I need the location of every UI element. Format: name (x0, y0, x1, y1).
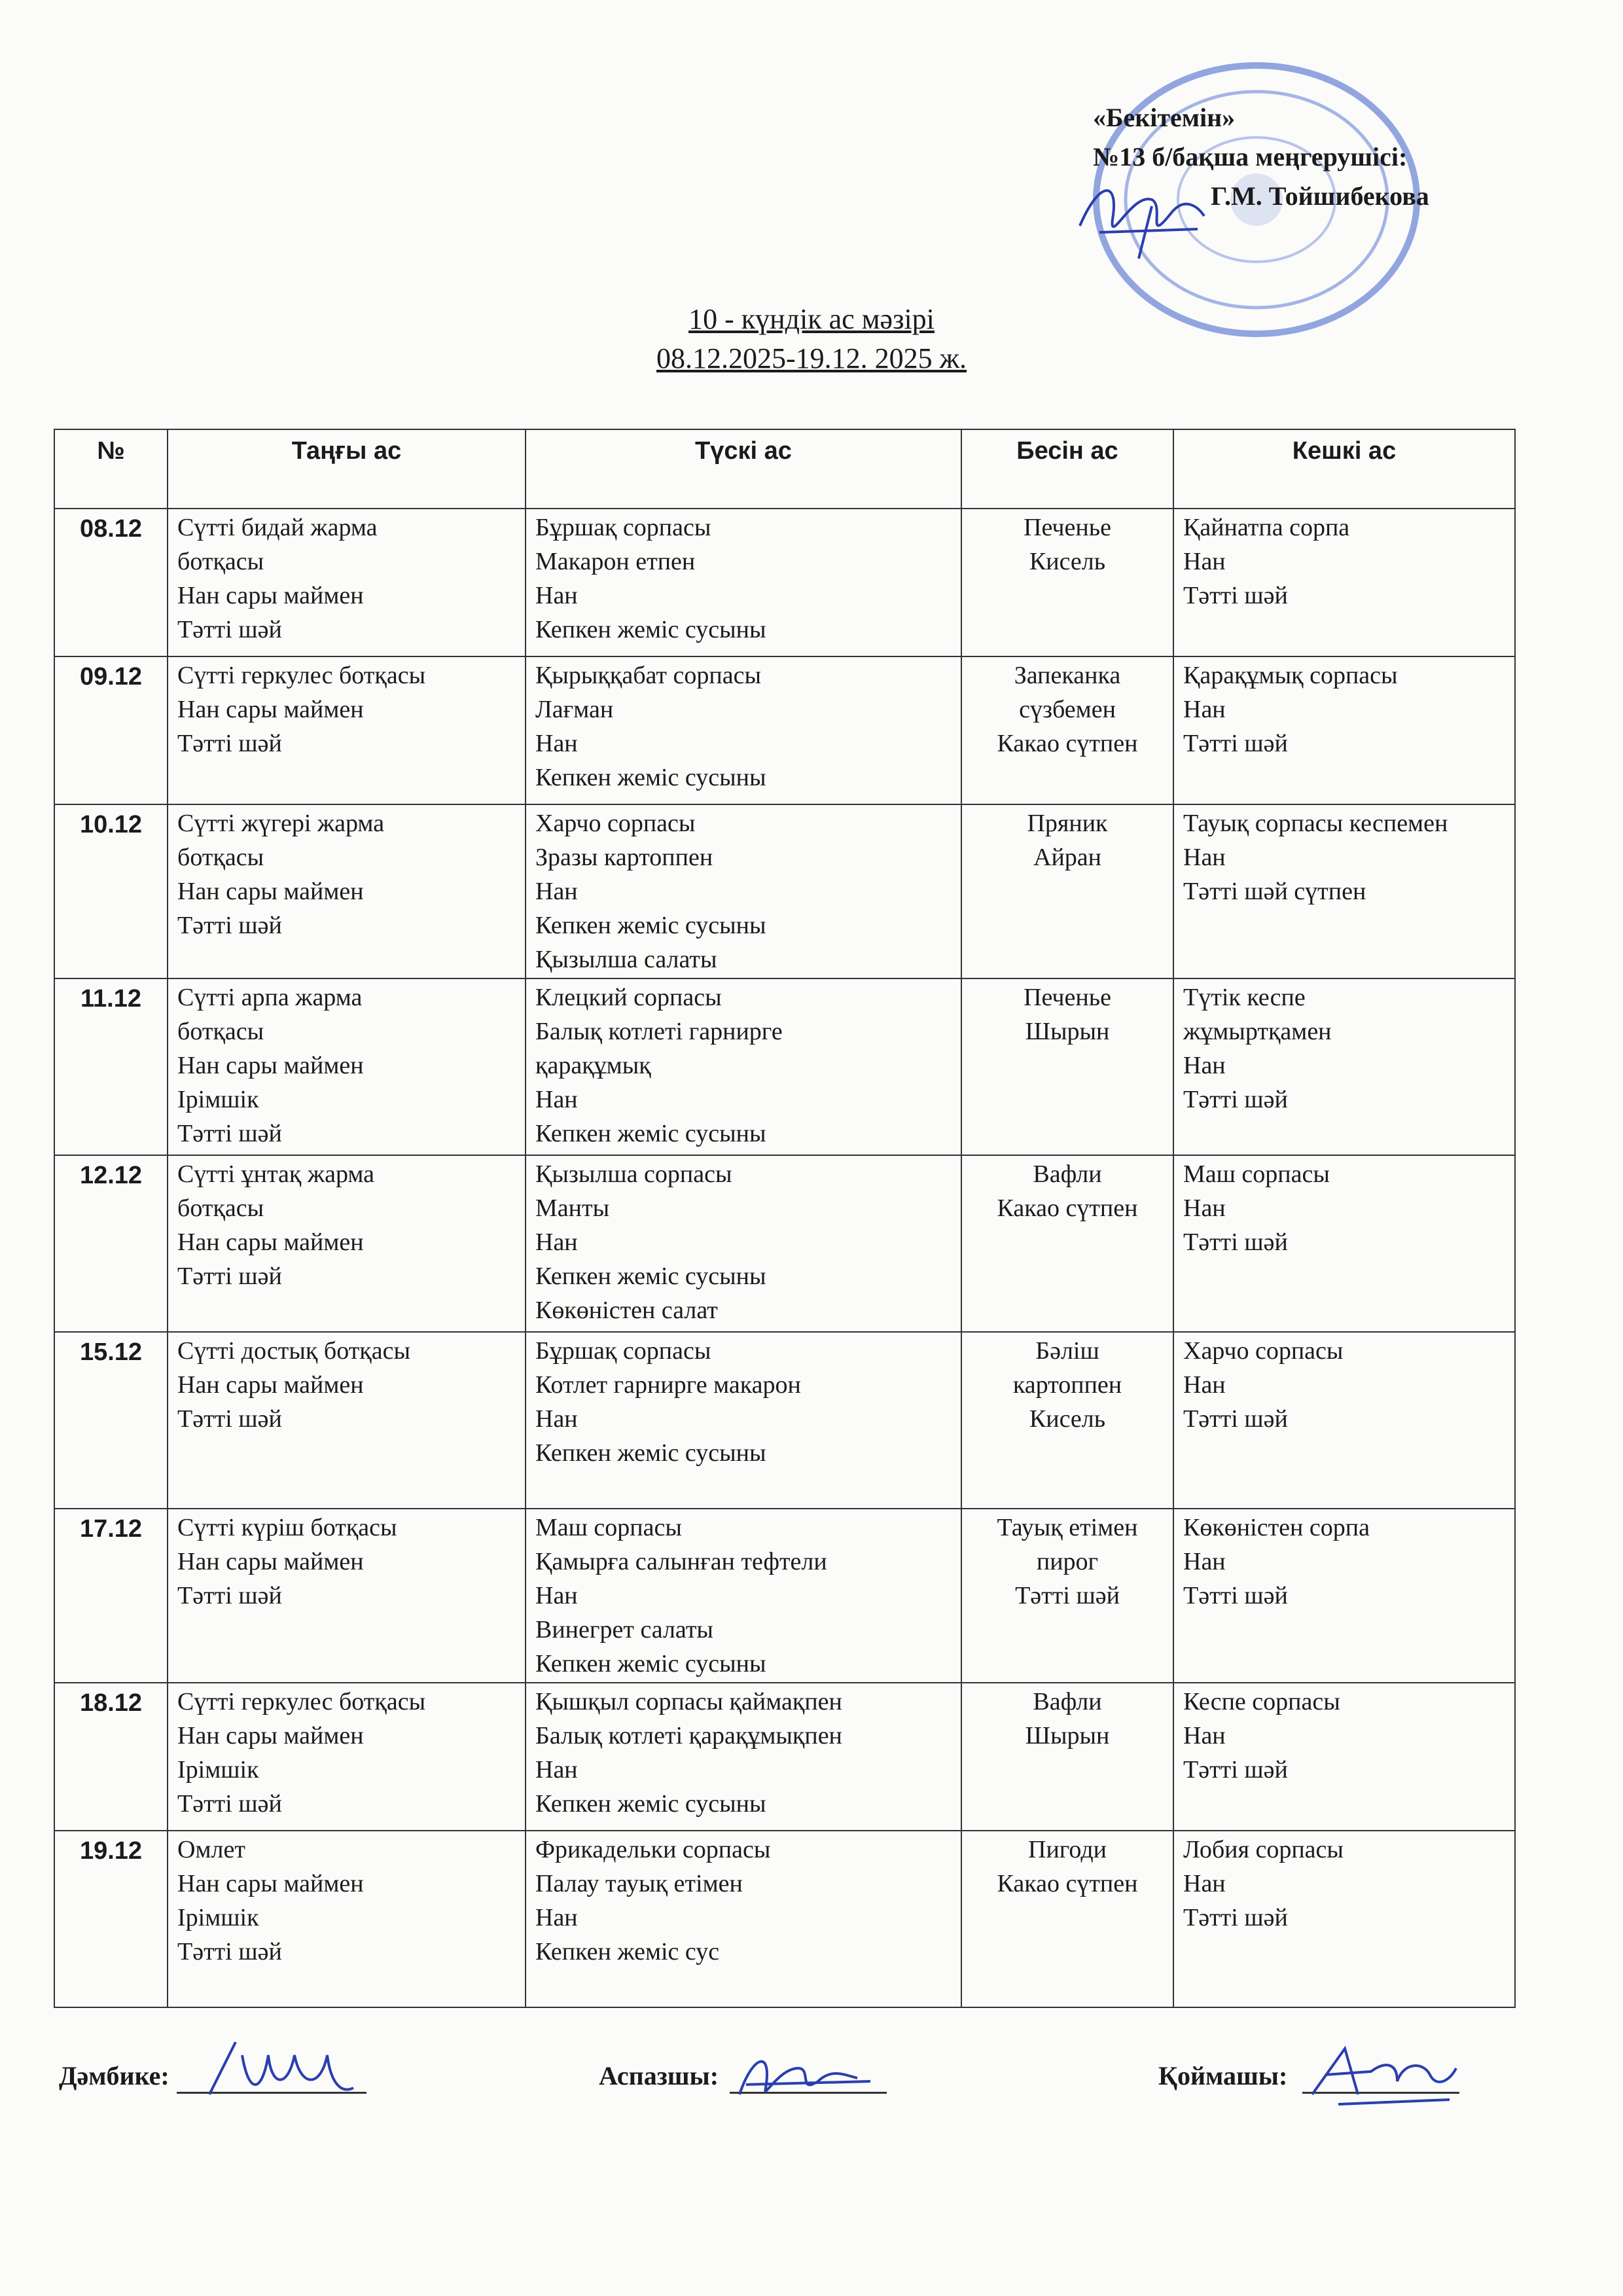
menu-item: Кепкен жеміс сусыны (535, 616, 766, 643)
menu-item: Кепкен жеміс сусыны (535, 1650, 766, 1677)
menu-item: Тәтті шәй (1183, 1582, 1288, 1609)
menu-item: Запеканка (1014, 662, 1121, 689)
row-date: 11.12 (54, 978, 168, 1155)
menu-item: Сүтті жүгері жарма (177, 810, 385, 837)
menu-item: Бәліш (1035, 1337, 1099, 1365)
menu-item: Нан (535, 1086, 578, 1113)
snack-cell (961, 1683, 1173, 1831)
menu-item: Сүтті достық ботқасы (177, 1337, 411, 1365)
table-row (54, 978, 1515, 1155)
menu-item: Палау тауық етімен (535, 1870, 743, 1897)
menu-item: Шырын (1025, 1018, 1110, 1045)
menu-item: Харчо сорпасы (535, 810, 696, 837)
table-row (54, 509, 1515, 656)
menu-item: Манты (535, 1194, 610, 1222)
menu-item: Нан (535, 878, 578, 905)
approval-name: Г.М. Тойшибекова (1211, 181, 1429, 211)
breakfast-cell (168, 1155, 526, 1332)
menu-item: Нан (1183, 1870, 1226, 1897)
menu-item: Котлет гарнирге макарон (535, 1371, 801, 1399)
menu-item: Тәтті шәй (1183, 582, 1288, 609)
column-header-lunch: Түскі ас (526, 429, 961, 509)
row-date: 10.12 (54, 804, 168, 978)
breakfast-cell (168, 1332, 526, 1509)
menu-item: Көкөністен сорпа (1183, 1514, 1370, 1541)
menu-item: Тауық сорпасы кеспемен (1183, 810, 1448, 837)
lunch-cell (526, 804, 961, 978)
menu-item: Қызылша салаты (535, 946, 717, 973)
menu-item: Тәтті шәй (177, 1120, 282, 1147)
menu-item: Фрикадельки сорпасы (535, 1836, 771, 1863)
menu-item: Түтік кеспе (1183, 984, 1306, 1011)
menu-table (54, 429, 1516, 2008)
row-date: 15.12 (54, 1332, 168, 1509)
menu-item: Нан сары маймен (177, 878, 364, 905)
menu-item: Тәтті шәй (1183, 1756, 1288, 1784)
table-row (54, 1683, 1515, 1831)
menu-item: Сүтті бидай жарма (177, 514, 378, 541)
menu-item: Нан (535, 582, 578, 609)
menu-item: Какао сүтпен (997, 1870, 1138, 1897)
breakfast-cell (168, 509, 526, 656)
breakfast-cell (168, 1831, 526, 2007)
menu-item: Нан (1183, 844, 1226, 871)
menu-item: Печенье (1024, 984, 1111, 1011)
menu-item: Нан (535, 1582, 578, 1609)
snack-cell (961, 1509, 1173, 1683)
breakfast-cell (168, 804, 526, 978)
menu-item: Зразы картоппен (535, 844, 713, 871)
menu-item: Тәтті шәй (177, 616, 282, 643)
menu-item: Нан сары маймен (177, 1229, 364, 1256)
menu-item: Қамырға салынған тефтели (535, 1548, 827, 1575)
menu-item: Көкөністен салат (535, 1297, 718, 1324)
menu-item: Винегрет салаты (535, 1616, 713, 1643)
menu-item: Вафли (1033, 1160, 1102, 1188)
dinner-cell (1173, 1831, 1515, 2007)
cook-label: Аспазшы: (599, 2061, 719, 2090)
menu-item: Ірімшік (177, 1086, 259, 1113)
menu-item: Лобия сорпасы (1183, 1836, 1344, 1863)
menu-item: Балық котлеті қарақұмықпен (535, 1722, 842, 1749)
menu-item: Қызылша сорпасы (535, 1160, 732, 1188)
menu-item: Тәтті шәй (177, 1938, 282, 1965)
menu-item: Кисель (1029, 1405, 1106, 1433)
menu-item: Қышқыл сорпасы қаймақпен (535, 1688, 842, 1715)
table-row (54, 1831, 1515, 2007)
menu-item: Нан (535, 1904, 578, 1931)
column-header-dinner: Кешкі ас (1173, 429, 1515, 509)
dinner-cell (1173, 978, 1515, 1155)
dinner-cell (1173, 1155, 1515, 1332)
dinner-cell (1173, 1332, 1515, 1509)
menu-item: ботқасы (177, 1018, 264, 1045)
menu-item: Кепкен жеміс сусыны (535, 1120, 766, 1147)
menu-item: Бұршақ сорпасы (535, 1337, 711, 1365)
menu-item: Сүтті арпа жарма (177, 984, 363, 1011)
dietitian-signature (196, 2016, 366, 2114)
menu-item: Нан сары маймен (177, 1371, 364, 1399)
menu-item: Печенье (1024, 514, 1111, 541)
breakfast-cell (168, 1509, 526, 1683)
menu-item: Нан (535, 1229, 578, 1256)
menu-item: Сүтті күріш ботқасы (177, 1514, 397, 1541)
menu-item: Тауық етімен (997, 1514, 1138, 1541)
menu-item: Пряник (1027, 810, 1108, 837)
snack-cell (961, 1155, 1173, 1332)
snack-cell (961, 509, 1173, 656)
menu-item: Клецкий сорпасы (535, 984, 722, 1011)
row-date: 08.12 (54, 509, 168, 656)
menu-item: ботқасы (177, 1194, 264, 1222)
storekeeper-label: Қоймашы: (1158, 2061, 1288, 2090)
menu-item: Нан (535, 1405, 578, 1433)
menu-item: Маш сорпасы (535, 1514, 682, 1541)
head-signature (1073, 167, 1224, 265)
lunch-cell (526, 1332, 961, 1509)
menu-item: Қайнатпа сорпа (1183, 514, 1350, 541)
menu-item: Нан (1183, 696, 1226, 723)
menu-item: Нан (1183, 548, 1226, 575)
menu-item: Нан (1183, 1194, 1226, 1222)
menu-item: Тәтті шәй (177, 1405, 282, 1433)
menu-item: Ірімшік (177, 1904, 259, 1931)
menu-item: Айран (1033, 844, 1101, 871)
menu-item: Нан (535, 1756, 578, 1784)
approval-position: №13 б/бақша меңгерушісі: (1093, 142, 1408, 171)
menu-item: Сүтті ұнтақ жарма (177, 1160, 375, 1188)
menu-item: Нан сары маймен (177, 582, 364, 609)
dinner-cell (1173, 656, 1515, 804)
page-title: 10 - күндік ас мәзірі (688, 303, 935, 335)
dinner-cell (1173, 509, 1515, 656)
menu-item: Тәтті шәй (1183, 1405, 1288, 1433)
menu-item: ботқасы (177, 844, 264, 871)
menu-item: Кепкен жеміс сусыны (535, 1790, 766, 1818)
menu-item: Кепкен жеміс сусыны (535, 1263, 766, 1290)
menu-table-body (54, 509, 1515, 2007)
table-row (54, 1509, 1515, 1683)
menu-item: Нан сары маймен (177, 696, 364, 723)
menu-item: Какао сүтпен (997, 1194, 1138, 1222)
menu-item: ботқасы (177, 548, 264, 575)
lunch-cell (526, 1509, 961, 1683)
menu-item: жұмыртқамен (1183, 1018, 1332, 1045)
menu-item: Нан сары маймен (177, 1870, 364, 1897)
menu-item: сүзбемен (1019, 696, 1116, 723)
row-date: 12.12 (54, 1155, 168, 1332)
row-date: 18.12 (54, 1683, 168, 1831)
breakfast-cell (168, 978, 526, 1155)
date-range: 08.12.2025-19.12. 2025 ж. (656, 342, 967, 374)
menu-item: Тәтті шәй (177, 1790, 282, 1818)
menu-item: Нан сары маймен (177, 1722, 364, 1749)
snack-cell (961, 804, 1173, 978)
row-date: 19.12 (54, 1831, 168, 2007)
lunch-cell (526, 1683, 961, 1831)
menu-item: Лағман (535, 696, 614, 723)
menu-item: Тәтті шәй (177, 1263, 282, 1290)
menu-item: Кисель (1029, 548, 1106, 575)
menu-item: Нан сары маймен (177, 1548, 364, 1575)
menu-item: Нан (1183, 1371, 1226, 1399)
lunch-cell (526, 656, 961, 804)
row-date: 09.12 (54, 656, 168, 804)
lunch-cell (526, 1155, 961, 1332)
snack-cell (961, 1831, 1173, 2007)
menu-item: қарақұмық (535, 1052, 651, 1079)
menu-item: Тәтті шәй (177, 1582, 282, 1609)
table-row (54, 656, 1515, 804)
menu-item: Тәтті шәй (1183, 1086, 1288, 1113)
menu-item: Тәтті шәй (1015, 1582, 1120, 1609)
breakfast-cell (168, 1683, 526, 1831)
menu-item: Қарақұмық сорпасы (1183, 662, 1398, 689)
dinner-cell (1173, 1683, 1515, 1831)
menu-item: Кеспе сорпасы (1183, 1688, 1340, 1715)
menu-item: Қырыққабат сорпасы (535, 662, 761, 689)
menu-item: Тәтті шәй (177, 730, 282, 757)
menu-item: Нан (1183, 1722, 1226, 1749)
menu-item: пирог (1036, 1548, 1099, 1575)
menu-item: Макарон етпен (535, 548, 696, 575)
menu-item: Кепкен жеміс сусыны (535, 912, 766, 939)
table-header-row (54, 429, 1515, 509)
table-row (54, 1155, 1515, 1332)
table-row (54, 804, 1515, 978)
column-header-number: № (54, 429, 168, 509)
approval-heading: «Бекітемін» (1093, 103, 1236, 132)
menu-item: Какао сүтпен (997, 730, 1138, 757)
menu-item: Кепкен жеміс сус (535, 1938, 720, 1965)
cook-signature (726, 2029, 883, 2114)
menu-item: Тәтті шәй (1183, 1229, 1288, 1256)
lunch-cell (526, 978, 961, 1155)
menu-item: Нан (1183, 1548, 1226, 1575)
snack-cell (961, 656, 1173, 804)
menu-item: Ірімшік (177, 1756, 259, 1784)
menu-item: Тәтті шәй (1183, 1904, 1288, 1931)
menu-item: Балық котлеті гарнирге (535, 1018, 783, 1045)
menu-item: Нан (1183, 1052, 1226, 1079)
menu-item: Тәтті шәй (1183, 730, 1288, 757)
dinner-cell (1173, 804, 1515, 978)
dietitian-label: Дәмбике: (59, 2061, 169, 2090)
menu-item: Вафли (1033, 1688, 1102, 1715)
lunch-cell (526, 1831, 961, 2007)
menu-item: картоппен (1012, 1371, 1122, 1399)
menu-item: Бұршақ сорпасы (535, 514, 711, 541)
column-header-snack: Бесін ас (961, 429, 1173, 509)
dinner-cell (1173, 1509, 1515, 1683)
row-date: 17.12 (54, 1509, 168, 1683)
storekeeper-signature (1299, 2022, 1469, 2121)
menu-item: Нан сары маймен (177, 1052, 364, 1079)
lunch-cell (526, 509, 961, 656)
menu-item: Шырын (1025, 1722, 1110, 1749)
snack-cell (961, 978, 1173, 1155)
menu-item: Нан (535, 730, 578, 757)
menu-item: Сүтті геркулес ботқасы (177, 662, 426, 689)
menu-item: Тәтті шәй (177, 912, 282, 939)
menu-item: Тәтті шәй сүтпен (1183, 878, 1366, 905)
menu-item: Харчо сорпасы (1183, 1337, 1344, 1365)
menu-item: Сүтті геркулес ботқасы (177, 1688, 426, 1715)
menu-item: Пигоди (1028, 1836, 1107, 1863)
menu-item: Маш сорпасы (1183, 1160, 1330, 1188)
menu-item: Омлет (177, 1836, 245, 1863)
menu-item: Кепкен жеміс сусыны (535, 764, 766, 791)
snack-cell (961, 1332, 1173, 1509)
table-row (54, 1332, 1515, 1509)
menu-item: Кепкен жеміс сусыны (535, 1439, 766, 1467)
breakfast-cell (168, 656, 526, 804)
column-header-breakfast: Таңғы ас (168, 429, 526, 509)
